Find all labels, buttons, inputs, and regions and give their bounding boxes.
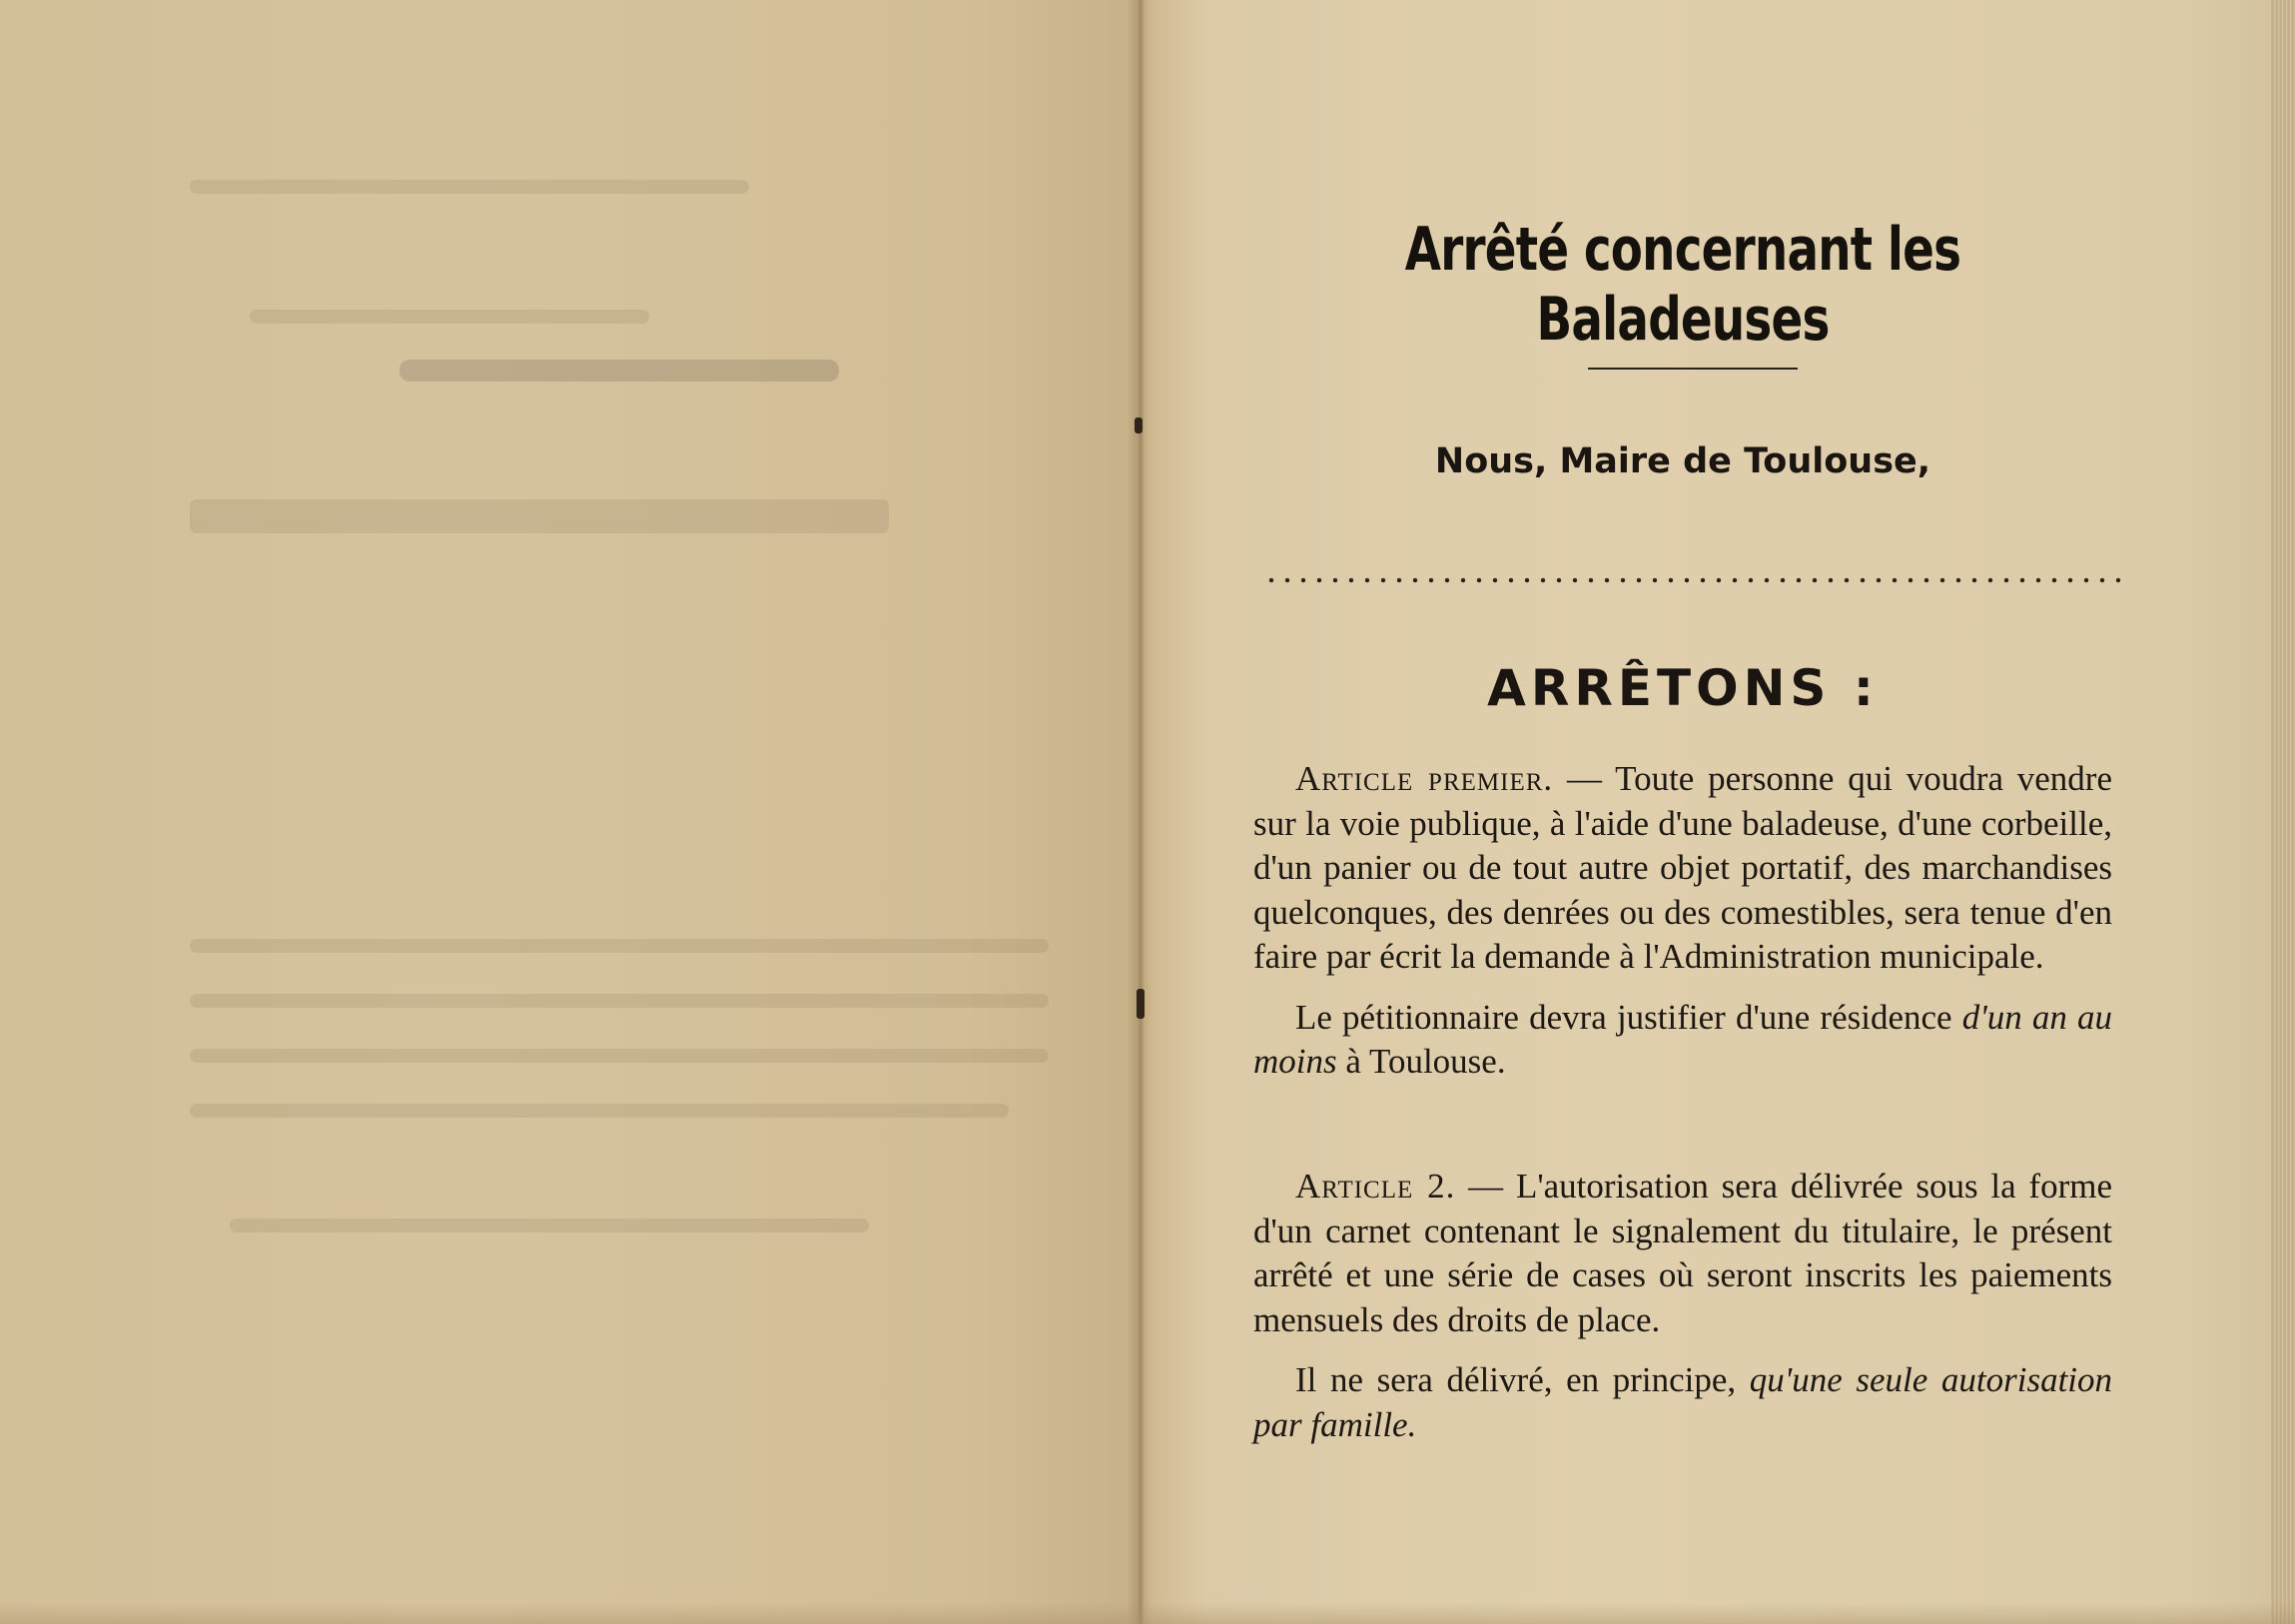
page-bottom-shadow [0,1602,2295,1624]
document-subtitle: Nous, Maire de Toulouse, [1434,441,1931,481]
left-page [0,0,1139,1624]
article-2-text: — L'autorisation sera délivrée sous la forme d'un carnet contenant le signalement du titulaire, le présent arrêté et une série de cases où seront inscrits les paiements mensuels des droits de place. [1253,1167,2113,1339]
article-1-paragraph-1 [1253,757,2112,980]
article-1-emphasis: d'un an au moins [1253,997,2112,1081]
staple-bottom [1137,989,1145,1019]
article-2-paragraph-1 [1253,1165,2112,1342]
article-2 [1253,1165,2112,1463]
stamp-ghost [399,360,839,382]
article-1-label: Article premier. [1295,759,1554,798]
decree-heading: ARRÊTONS : [1487,659,1879,717]
page-stack-edge [2271,0,2295,1624]
title-rule [1588,368,1798,370]
article-2-emphasis: qu'une seule autorisation par famille. [1253,1360,2113,1444]
document-title: Arrêté concernant les Baladeuses [1404,215,1961,355]
article-2-label: Article 2. [1295,1167,1456,1206]
article-1 [1253,757,2112,1101]
article-1-text-2: Le pétitionnaire devra justifier d'une résidence [1295,997,1952,1037]
dotted-separator [1263,577,2124,583]
staple-top [1135,417,1143,433]
article-2-text-2: Il ne sera délivré, en principe, [1295,1360,1737,1399]
article-1-text: — Toute personne qui voudra vendre sur la voie publique, à l'aide d'une baladeuse, d'une corbeille, d'un panier ou de tout autre objet portatif, des marchandises quelconques, des denrées ou des comestibles, sera tenue d'en faire par écrit la demande à l'Administration municipale. [1253,759,2112,976]
article-1-paragraph-2 [1253,996,2112,1085]
article-1-text-3: à Toulouse. [1345,1042,1506,1081]
book-gutter [1127,0,1152,1624]
article-2-paragraph-2 [1253,1358,2112,1447]
show-through-ghost-text [190,160,1089,1358]
